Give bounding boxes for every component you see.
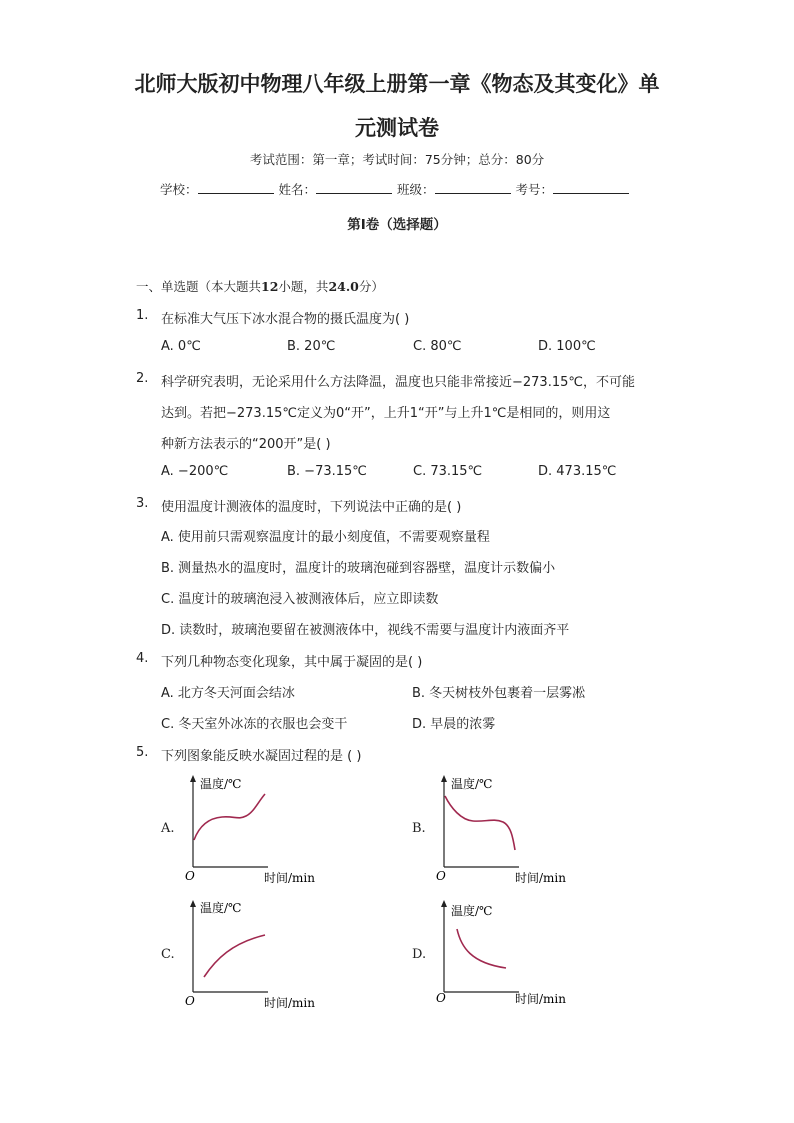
y-axis-label: 温度/℃ (200, 777, 242, 791)
question-number: 4. (136, 651, 149, 666)
section-mid: 小题，共 (278, 279, 329, 294)
question-5-text: 下列图象能反映水凝固过程的是 ( ) (161, 749, 362, 764)
question-number: 3. (136, 496, 149, 511)
question-number: 2. (136, 371, 149, 386)
y-axis-arrow-icon (441, 775, 447, 782)
school-label: 学校： (160, 182, 198, 197)
q5-option-d-label[interactable]: D. (412, 947, 427, 962)
x-axis-label: 时间/min (264, 996, 315, 1010)
exam-number-blank[interactable] (553, 181, 629, 194)
q3-option-b[interactable]: B. 测量热水的温度时，温度计的玻璃泡碰到容器壁，温度计示数偏小 (161, 561, 556, 576)
q1-option-b[interactable]: B. 20℃ (287, 339, 336, 354)
q5-graph-a[interactable] (180, 772, 340, 887)
y-axis-arrow-icon (190, 775, 196, 782)
question-4-text: 下列几种物态变化现象，其中属于凝固的是( ) (161, 655, 423, 670)
question-2-line2: 达到。若把−273.15℃定义为0“开”，上升1“开”与上升1℃是相同的，则用这 (161, 406, 611, 421)
y-axis-arrow-icon (190, 900, 196, 907)
y-axis-label: 温度/℃ (451, 904, 493, 918)
q2-option-c[interactable]: C. 73.15℃ (413, 464, 483, 479)
x-axis-label: 时间/min (515, 992, 566, 1006)
q1-option-d[interactable]: D. 100℃ (538, 339, 596, 354)
question-number: 1. (136, 308, 149, 323)
q3-option-c[interactable]: C. 温度计的玻璃泡浸入被测液体后，应立即读数 (161, 592, 439, 607)
q4-option-b[interactable]: B. 冬天树枝外包裹着一层雾凇 (412, 686, 586, 701)
x-axis-label: 时间/min (264, 871, 315, 885)
q3-option-d[interactable]: D. 读数时，玻璃泡要留在被测液体中，视线不需要与温度计内液面齐平 (161, 623, 570, 638)
q1-option-c[interactable]: C. 80℃ (413, 339, 462, 354)
student-info-fields (160, 180, 630, 198)
section-heading (136, 277, 384, 295)
q4-option-d[interactable]: D. 早晨的浓雾 (412, 717, 496, 732)
temperature-curve (445, 796, 515, 850)
origin-label: O (185, 869, 195, 883)
question-3-text: 使用温度计测液体的温度时，下列说法中正确的是( ) (161, 500, 462, 515)
temperature-curve (204, 935, 265, 977)
volume-heading: 第I卷（选择题） (347, 217, 447, 233)
temperature-curve (457, 929, 506, 968)
origin-label: O (185, 994, 195, 1008)
y-axis-label: 温度/℃ (200, 901, 242, 915)
exam-title-line1: 北师大版初中物理八年级上册第一章《物态及其变化》单 (134, 71, 660, 96)
name-label: 姓名： (278, 182, 317, 197)
exam-title-line2: 元测试卷 (355, 115, 439, 140)
temperature-curve (194, 794, 265, 840)
q1-option-a[interactable]: A. 0℃ (161, 339, 201, 354)
exam-number-label: 考号： (515, 182, 554, 197)
name-blank[interactable] (316, 181, 392, 194)
q2-option-d[interactable]: D. 473.15℃ (538, 464, 617, 479)
q5-option-a-label[interactable]: A. (161, 821, 175, 836)
question-2-line3: 种新方法表示的“200开”是( ) (161, 437, 331, 452)
q5-graph-d[interactable] (431, 897, 591, 1012)
exam-info: 考试范围：第一章；考试时间：75分钟；总分：80分 (249, 152, 545, 167)
question-2-line1: 科学研究表明，无论采用什么方法降温，温度也只能非常接近−273.15℃，不可能 (161, 375, 635, 390)
q3-option-a[interactable]: A. 使用前只需观察温度计的最小刻度值，不需要观察量程 (161, 530, 490, 545)
y-axis-label: 温度/℃ (451, 777, 493, 791)
x-axis-label: 时间/min (515, 871, 566, 885)
q2-option-b[interactable]: B. −73.15℃ (287, 464, 367, 479)
school-blank[interactable] (198, 181, 274, 194)
y-axis-arrow-icon (441, 900, 447, 907)
origin-label: O (436, 869, 446, 883)
q5-graph-c[interactable] (180, 897, 340, 1012)
section-points: 24.0 (328, 279, 359, 294)
question-number: 5. (136, 745, 149, 760)
q5-graph-b[interactable] (431, 772, 591, 887)
q4-option-a[interactable]: A. 北方冬天河面会结冰 (161, 686, 295, 701)
origin-label: O (436, 991, 446, 1005)
section-label: 一、单选题（本大题共 (136, 279, 262, 294)
q5-option-b-label[interactable]: B. (412, 821, 426, 836)
class-blank[interactable] (435, 181, 511, 194)
question-1-text: 在标准大气压下冰水混合物的摄氏温度为( ) (161, 312, 410, 327)
q2-option-a[interactable]: A. −200℃ (161, 464, 229, 479)
section-end: 分） (358, 279, 384, 294)
class-label: 班级： (397, 182, 435, 197)
q4-option-c[interactable]: C. 冬天室外冰冻的衣服也会变干 (161, 717, 348, 732)
q5-option-c-label[interactable]: C. (161, 947, 175, 962)
section-count: 12 (261, 279, 279, 294)
